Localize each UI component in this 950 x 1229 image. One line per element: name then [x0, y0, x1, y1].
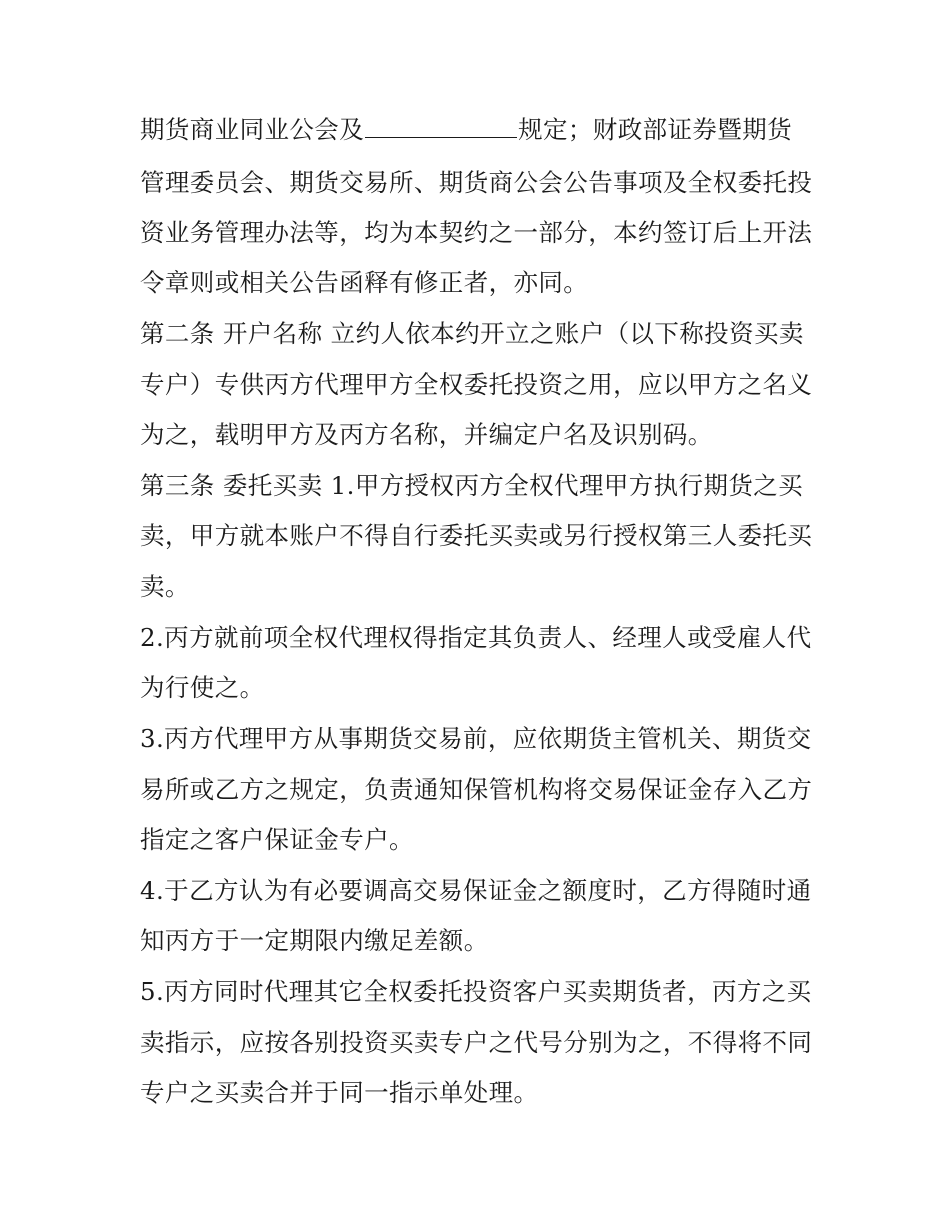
paragraph-5-line-1: 3.丙方代理甲方从事期货交易前，应依期货主管机关、期货交 — [140, 724, 812, 753]
paragraph-4-line-1: 2.丙方就前项全权代理权得指定其负责人、经理人或受雇人代 — [140, 623, 812, 652]
paragraph-3-line-3: 卖。 — [140, 572, 190, 601]
paragraph-1-line-1 — [140, 113, 820, 147]
paragraph-1-line-2: 管理委员会、期货交易所、期货商公会公告事项及全权委托投 — [140, 168, 813, 197]
paragraph-3-line-2: 卖，甲方就本账户不得自行委托买卖或另行授权第三人委托买 — [140, 521, 813, 550]
paragraph-2-line-1: 第二条 开户名称 立约人依本约开立之账户（以下称投资买卖 — [140, 319, 804, 348]
paragraph-5-line-3: 指定之客户保证金专户。 — [140, 825, 414, 854]
paragraph-5-line-2: 易所或乙方之规定，负责通知保管机构将交易保证金存入乙方 — [140, 775, 813, 804]
paragraph-7-line-1: 5.丙方同时代理其它全权委托投资客户买卖期货者，丙方之买 — [140, 977, 812, 1006]
text-after-blank: 规定；财政部证券暨期货 — [518, 115, 793, 144]
paragraph-1-line-3: 资业务管理办法等，均为本契约之一部分，本约签订后上开法 — [140, 218, 813, 247]
paragraph-7-line-3: 专户之买卖合并于同一指示单处理。 — [140, 1078, 539, 1107]
paragraph-6-line-1: 4.于乙方认为有必要调高交易保证金之额度时，乙方得随时通 — [140, 876, 812, 905]
text-before-blank: 期货商业同业公会及 — [140, 115, 365, 144]
paragraph-6-line-2: 知丙方于一定期限内缴足差额。 — [140, 926, 489, 955]
paragraph-1-line-4: 令章则或相关公告函释有修正者，亦同。 — [140, 268, 589, 297]
paragraph-2-line-2: 专户）专供丙方代理甲方全权委托投资之用，应以甲方之名义 — [140, 370, 813, 399]
fill-in-blank — [365, 113, 517, 138]
paragraph-4-line-2: 为行使之。 — [140, 673, 265, 702]
paragraph-2-line-3: 为之，载明甲方及丙方名称，并编定户名及识别码。 — [140, 420, 713, 449]
paragraph-7-line-2: 卖指示，应按各别投资买卖专户之代号分别为之，不得将不同 — [140, 1028, 813, 1057]
paragraph-3-line-1: 第三条 委托买卖 1.甲方授权丙方全权代理甲方执行期货之买 — [140, 471, 804, 500]
